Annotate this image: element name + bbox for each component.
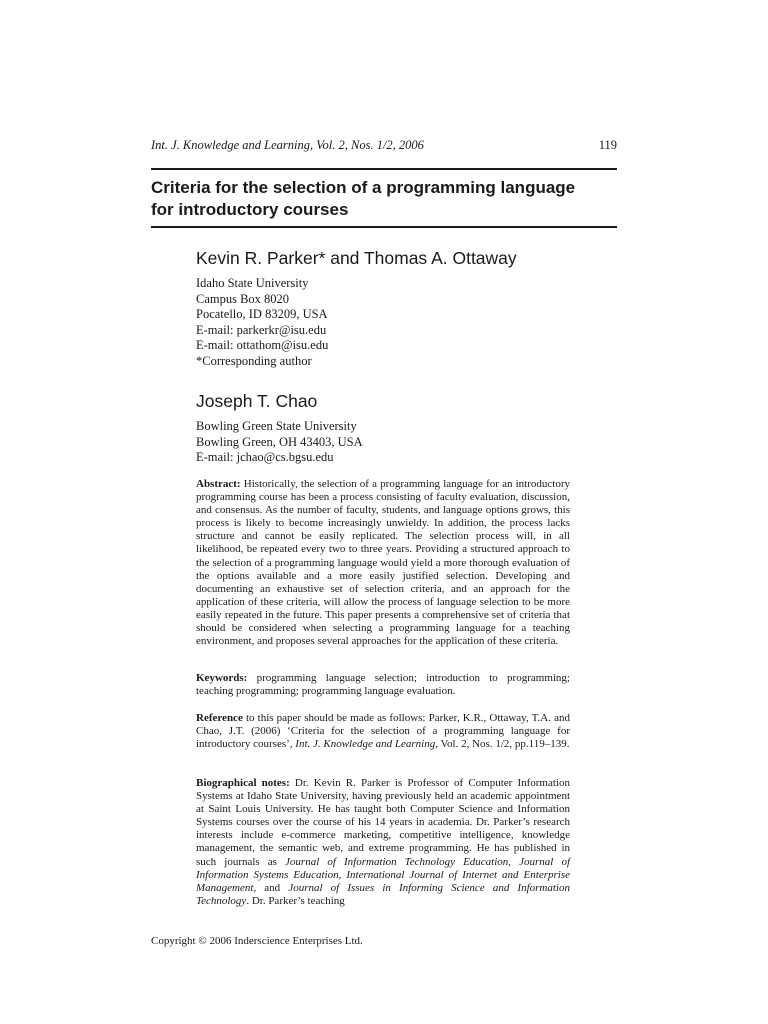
bio-label: Biographical notes:: [196, 777, 290, 789]
bio-journal: Journal of Issues in Informing Science and Information Technology: [196, 881, 570, 907]
abstract-text: Historically, the selection of a programming language for an introductory programming course has been a process consisting of faculty evaluation, discussion, and consensus. As the number of faculty, students, and language options grows, this process is likely to become increasingly unwieldy. In addition, the process lacks structure and cannot be easily replicated. The selection process will, in all likelihood, be repeated every two to three years. Providing a structured approach to the selection of a programming language would yield a more thorough evaluation of the options available and a more easily justified selection. Developing and documenting an exhaustive set of selection criteria, and an approach for the application of these criteria, will allow the process of language selection to be more easily repeated in the future. This paper presents a comprehensive set of criteria that should be considered when selecting a programming language for a teaching environment, and proposes several approaches for the application of these criteria.: [196, 478, 570, 648]
abstract: [196, 478, 570, 648]
keywords-text: programming language selection; introduction to programming; teaching programming; programming language evaluation.: [196, 672, 570, 698]
affiliation-line: Idaho State University: [196, 276, 309, 290]
bio-journal: Journal of Information Technology Education: [285, 855, 509, 868]
email-line: E-mail: jchao@cs.bgsu.edu: [196, 450, 334, 465]
keywords: [196, 672, 570, 698]
running-head: [151, 138, 617, 153]
bio-separator: ,: [508, 855, 520, 868]
author-names: Kevin R. Parker* and Thomas A. Ottaway: [196, 248, 517, 268]
bio-journal: Journal of Information Systems Education: [196, 855, 570, 881]
abstract-label: Abstract:: [196, 478, 241, 490]
reference-text-end: , Vol. 2, Nos. 1/2, pp.119–139.: [435, 738, 570, 751]
page-number: 119: [598, 138, 617, 152]
title-line-2: for introductory courses: [151, 200, 349, 219]
reference-label: Reference: [196, 712, 243, 724]
email-line: E-mail: ottathom@isu.edu: [196, 338, 329, 353]
affiliation-line: Bowling Green, OH 43403, USA: [196, 434, 363, 449]
author-group-1: [196, 246, 576, 370]
reference-text: to this paper should be made as follows: Parker, K.R., Ottaway, T.A. and Chao, J.T. (2006) ‘Criteria for the selection of a programming language for introductory courses’,: [196, 712, 570, 751]
corresponding-author-note: *Corresponding author: [196, 353, 312, 368]
reference-journal: Int. J. Knowledge and Learning: [295, 738, 436, 751]
affiliation-line: Pocatello, ID 83209, USA: [196, 307, 328, 322]
keywords-label: Keywords:: [196, 672, 248, 684]
bio-separator: , and: [253, 881, 289, 894]
reference-note: [196, 712, 570, 751]
bio-journal: International Journal of Internet and Enterprise Management: [196, 868, 570, 894]
author-group-2: [196, 389, 576, 466]
affiliation-line: Campus Box 8020: [196, 291, 290, 306]
email-line: E-mail: parkerkr@isu.edu: [196, 322, 327, 337]
author-names: Joseph T. Chao: [196, 391, 318, 411]
bio-text-end: . Dr. Parker’s teaching: [246, 894, 345, 907]
affiliation-line: Bowling Green State University: [196, 419, 357, 433]
journal-citation: Int. J. Knowledge and Learning, Vol. 2, Nos. 1/2, 2006: [151, 138, 424, 152]
copyright-notice: Copyright © 2006 Inderscience Enterprises Ltd.: [151, 935, 363, 947]
bio-text: Dr. Kevin R. Parker is Professor of Computer Information Systems at Idaho State University, having previously held an academic appointment at Saint Louis University. He has taught both Computer Science and Information Systems courses over the course of his 14 years in academia. Dr. Parker’s research interests include e-commerce marketing, competitive intelligence, knowledge management, the semantic web, and extreme programming. He has published in such journals as: [196, 777, 570, 868]
title-block: [151, 168, 617, 228]
paper-title: [151, 177, 617, 221]
bio-separator: ,: [338, 868, 347, 881]
title-line-1: Criteria for the selection of a programming language: [151, 178, 576, 197]
biographical-notes: [196, 777, 570, 908]
